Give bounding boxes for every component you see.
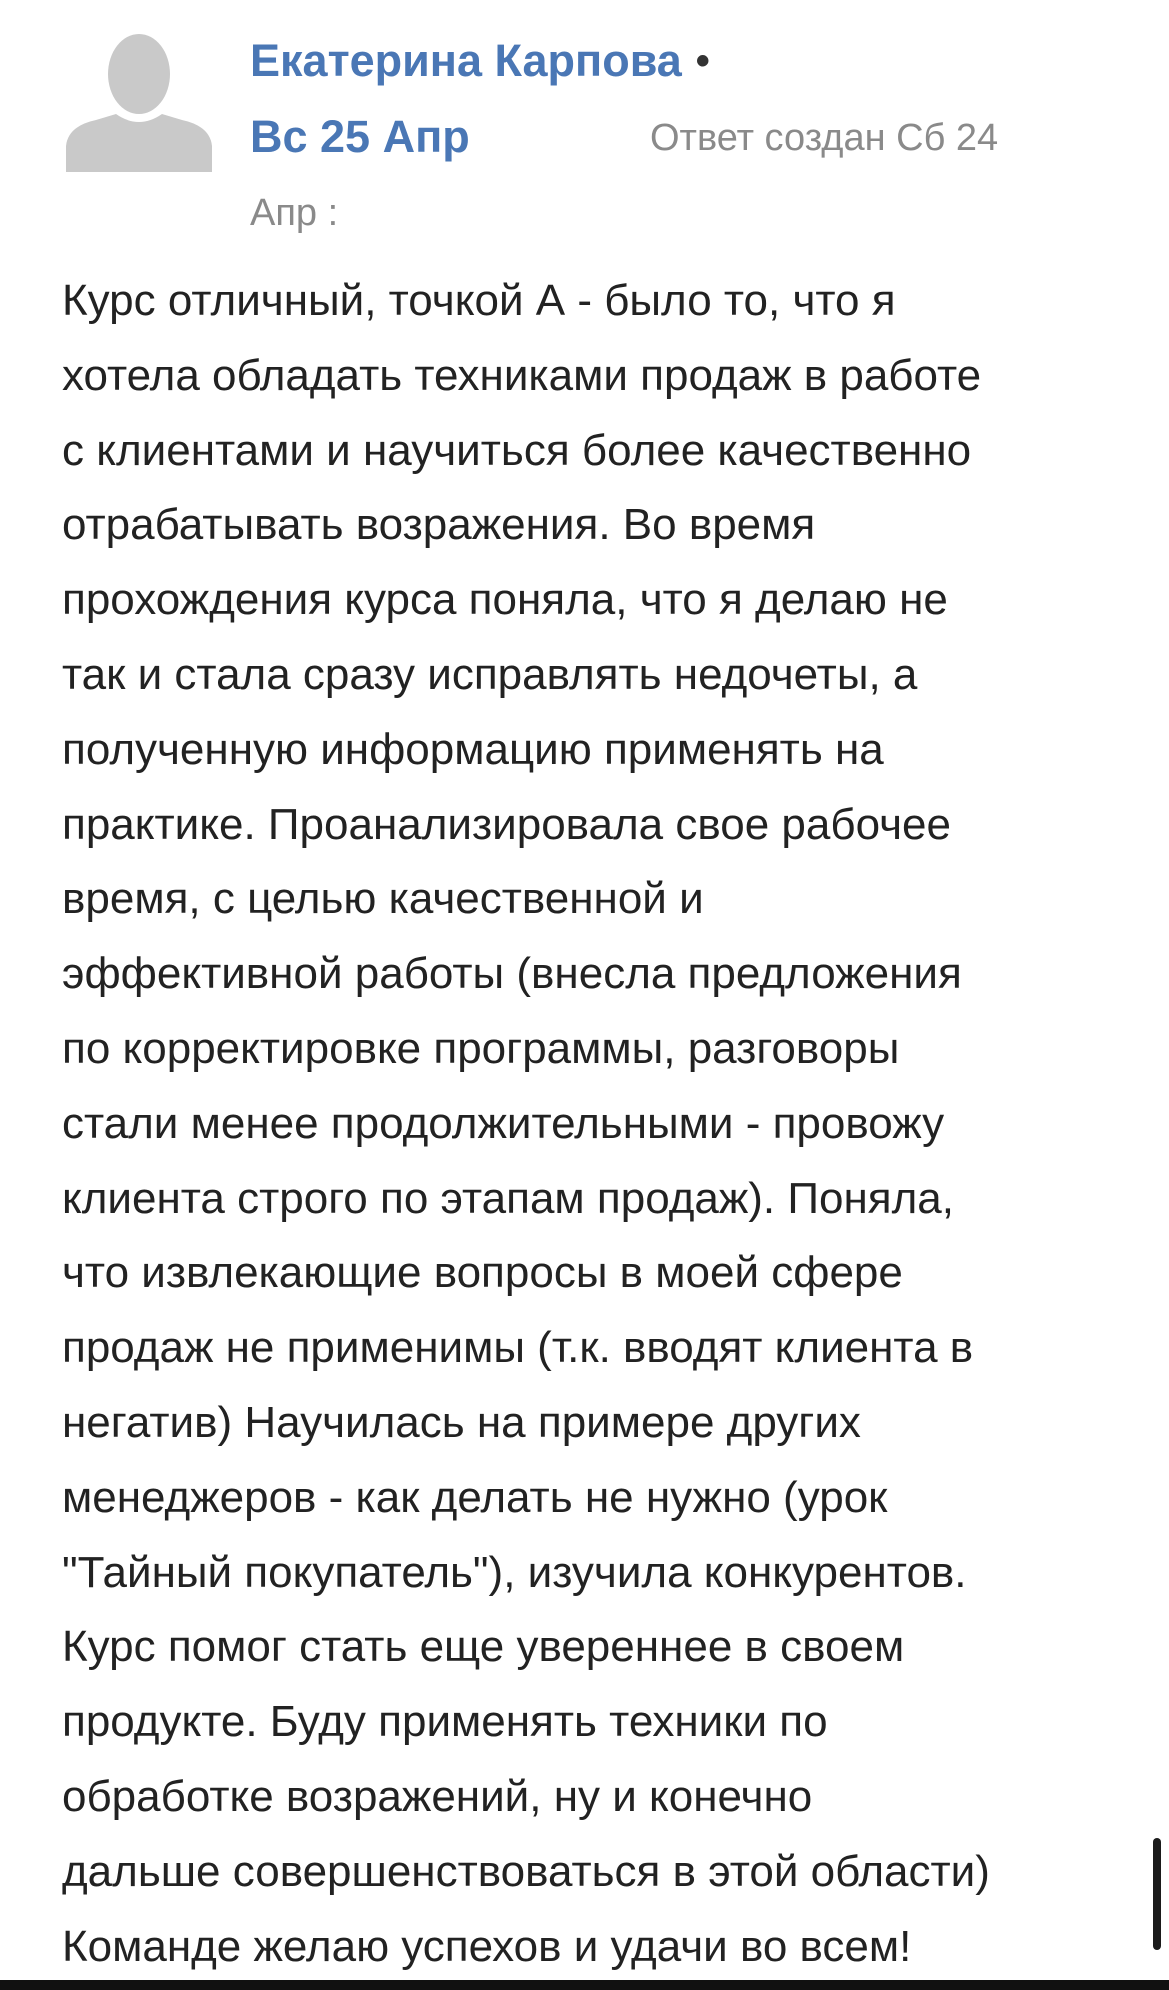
comment-line: Курс отличный, точкой А - было то, что я	[62, 276, 896, 325]
comment-line: Курс помог стать еще увереннее в своем	[62, 1622, 905, 1672]
comment-line: продукте. Буду применять техники по	[62, 1697, 828, 1747]
comment-line: время, с целью качественной и	[62, 874, 704, 924]
comment-line: клиента строго по этапам продаж). Поняла,	[62, 1173, 954, 1223]
comment-line: прохождения курса поняла, что я делаю не	[62, 575, 948, 625]
comment-line: негатив) Научилась на примере других	[62, 1397, 861, 1447]
comment-line: полученную информацию применять на	[62, 724, 884, 774]
vertical-scrollbar[interactable]	[1153, 1838, 1161, 1950]
created-date-label: Ответ создан Сб 24	[650, 117, 999, 159]
comment-line: дальше совершенствоваться в этой области)	[62, 1846, 990, 1896]
comment-line: Команде желаю успехов и удачи во всем!	[62, 1921, 912, 1971]
edited-date-link[interactable]: Вс 25 Апр	[250, 111, 470, 162]
comment-line: эффективной работы (внесла предложения	[62, 949, 962, 999]
bottom-edge-bar	[0, 1980, 1169, 1990]
comment-line: хотела обладать техниками продаж в работе	[62, 350, 982, 400]
comment-body	[62, 264, 1132, 1984]
comment-line: стали менее продолжительными - провожу	[62, 1098, 945, 1148]
comment-header	[250, 28, 710, 94]
avatar-placeholder-icon[interactable]	[66, 34, 212, 172]
comment-line: менеджеров - как делать не нужно (урок	[62, 1472, 888, 1522]
separator-dot: •	[695, 39, 710, 83]
comment-line: что извлекающие вопросы в моей сфере	[62, 1248, 903, 1298]
comment-line: по корректировке программы, разговоры	[62, 1023, 900, 1073]
comment-line: с клиентами и научиться более качественно	[62, 425, 972, 475]
comment-line: "Тайный покупатель"), изучила конкурентов.	[62, 1547, 967, 1597]
comment-line: продаж не применимы (т.к. вводят клиента в	[62, 1323, 974, 1373]
author-name-link[interactable]: Екатерина Карпова	[250, 35, 682, 86]
comment-line: обработке возражений, ну и конечно	[62, 1771, 813, 1821]
created-date-continuation: Апр :	[250, 192, 339, 234]
comment-line: отрабатывать возражения. Во время	[62, 500, 816, 550]
comment-line: практике. Проанализировала свое рабочее	[62, 799, 951, 849]
comment-line: так и стала сразу исправлять недочеты, а	[62, 649, 918, 699]
